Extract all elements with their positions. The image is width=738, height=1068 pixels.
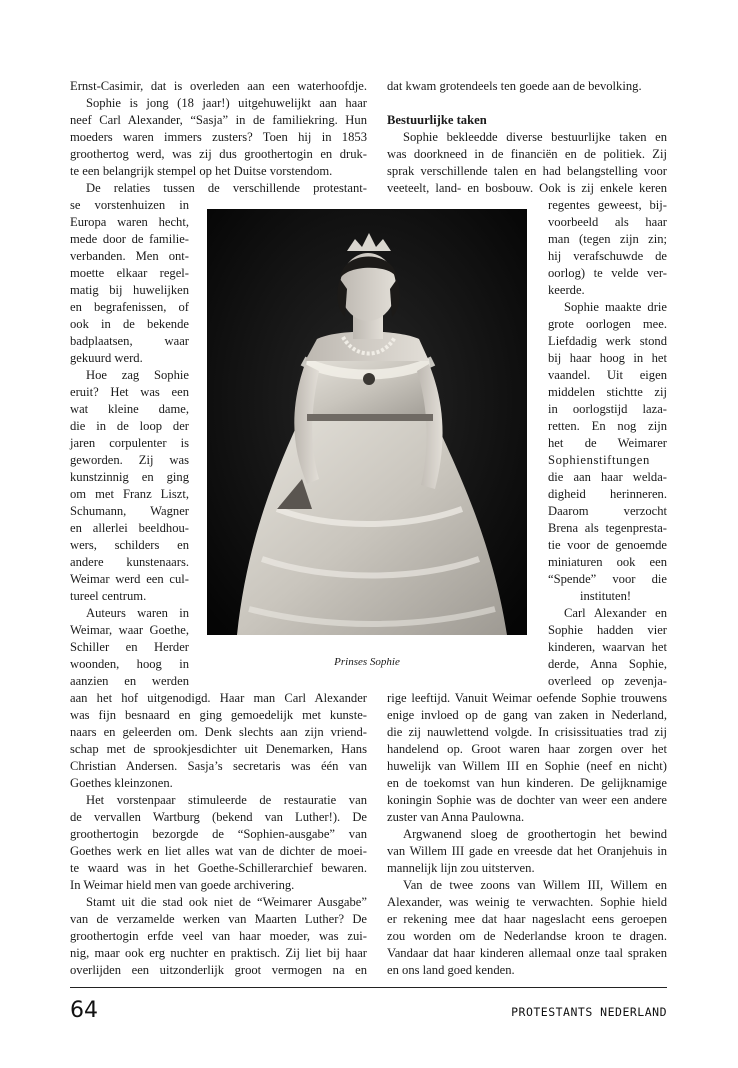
right-line-8: hij verafschuwde de [548,249,667,263]
right-line-19: het de Weimarer [548,436,667,450]
right-line-13: Liefdadig werk stond [548,334,667,348]
right-line-31: kinderen, waarvan het [548,640,667,654]
left-line-47: In Weimar hield men van goede archivering. [70,878,295,892]
left-line-45: Goethes werk en liet alles wat van de dichter de moei- [70,844,367,858]
left-line-31: Auteurs waren in [86,606,189,620]
right-line-17: in oorlogstijd laza- [548,402,667,416]
right-line-37: handelend op. Groot waren haar zorgen over het [387,742,667,756]
right-line-20: Sophienstiftungen [548,453,650,467]
left-line-3: moeders waren immers zusters? Toen hij in 1853 [70,130,367,144]
left-line-29: Weimar werd een cul- [70,572,189,586]
right-line-42: Argwanend sloeg de groothertogin het bewind [403,827,667,841]
right-line-24: Brena als tegenpresta- [548,521,667,535]
left-line-10: verbanden. Men ont- [70,249,189,263]
left-line-42: Het vorstenpaar stimuleerde de restauratie van [86,793,367,807]
left-line-16: gekuurd werd. [70,351,143,365]
right-line-34: rige leeftijd. Vanuit Weimar oefende Sophie trouwens [387,691,667,705]
right-line-50: en ons land goed kenden. [387,963,515,977]
left-line-18: eruit? Het was een [70,385,189,399]
right-line-43: van Willem III gade en vreesde dat het Oranjehuis in [387,844,667,858]
right-line-21: die aan haar welda- [548,470,667,484]
left-line-11: moette elkaar regel- [70,266,189,280]
right-line-3: sprak verschillende talen en had belangstelling voor [387,164,667,178]
left-line-39: schap met de sprookjesdichter uit Denemarken, Hans [70,742,367,756]
left-line-7: se vorstenhuizen in [70,198,189,212]
right-line-12: grote oorlogen mee. [548,317,667,331]
left-line-35: aanzien en werden [70,674,189,688]
left-line-37: was fijn besnaard en ging gemoedelijk met kunste- [70,708,367,722]
right-line-5: regentes geweest, bij- [548,198,667,212]
left-line-30: tureel centrum. [70,589,147,603]
right-line-10: keerde. [548,283,585,297]
right-line-26: miniaturen ook een [548,555,667,569]
left-line-9: mede door de familie- [70,232,189,246]
left-line-28: andere kunstenaars. [70,555,189,569]
left-line-5: te een belangrijk stempel op het Duitse vorstendom. [70,164,333,178]
right-line-27: “Spende” voor die [548,572,667,586]
right-line-0: dat kwam grotendeels ten goede aan de bevolking. [387,79,642,93]
left-line-46: te waard was in het Goethe-Schillerarchief bewaren. [70,861,367,875]
left-line-48: Stamt uit die stad ook niet de “Weimarer Ausgabe” [86,895,367,909]
left-line-1: Sophie is jong (18 jaar!) uitgehuwelijkt aan haar [86,96,367,110]
left-line-24: om met Franz Liszt, [70,487,189,501]
left-line-52: overlijden een uitzonderlijk groot vermogen na en [70,963,367,977]
right-line-7: man (tegen zijn zin; [548,232,667,246]
right-line-49: Vandaar dat haar kinderen allemaal onze taal spraken [387,946,667,960]
left-line-12: matig bij huwelijken [70,283,189,297]
footer-rule [70,987,667,988]
right-line-35: enige invloed op de gang van zaken in Nederland, [387,708,667,722]
right-line-4: veeteelt, land- en bosbouw. Ook is zij enkele keren [387,181,667,195]
right-line-40: koningin Sophie was de dochter van weer een andere [387,793,667,807]
left-line-32: Weimar, waar Goethe, [70,623,189,637]
figure-caption: Prinses Sophie [334,656,400,668]
right-line-6: voorbeeld als haar [548,215,667,229]
left-line-14: ook in de bekende [70,317,189,331]
left-line-34: woonden, hoog in [70,657,189,671]
right-line-14: bij haar hoog in het [548,351,667,365]
left-line-20: die in de loop der [70,419,189,433]
left-line-22: geworden. Zij was [70,453,189,467]
left-line-15: badplaatsen, waar [70,334,189,348]
right-line-32: derde, Anna Sophie, [548,657,667,671]
left-line-49: van de verzamelde werken van Maarten Luther? De [70,912,367,926]
right-line-38: huwelijk van Willem III en Sophie (neef en nicht) [387,759,667,773]
left-line-40: Christian Andersen. Sasja’s secretaris was één van [70,759,367,773]
right-line-9: oorlog) te velde ver- [548,266,667,280]
right-line-39: en de toekomst van hun kinderen. De gelijknamige [387,776,667,790]
right-line-25: tie voor de genoemde [548,538,667,552]
left-line-50: groothertogin erfde veel van haar moeder, was zui- [70,929,367,943]
right-line-36: die zij nauwlettend volgde. In crisissituaties trad zij [387,725,667,739]
left-line-27: wers, schilders en [70,538,189,552]
right-line-47: er rekening mee dat haar nageslacht eens geroepen [387,912,667,926]
right-line-16: middelen stichtte zij [548,385,667,399]
right-line-45: Van de twee zoons van Willem III, Willem en [403,878,667,892]
left-line-6: De relaties tussen de verschillende protestant- [86,181,367,195]
right-line-41: zuster van Anna Paulowna. [387,810,525,824]
left-line-23: kunstzinnig en ging [70,470,189,484]
left-line-25: Schumann, Wagner [70,504,189,518]
left-line-41: Goethes kleinzonen. [70,776,173,790]
left-line-13: en begrafenissen, of [70,300,189,314]
left-line-51: nig, maar ook erg nuchter en praktisch. Zij liet bij haar [70,946,367,960]
left-line-43: de vervallen Wartburg (bekend van Luther!). De [70,810,367,824]
running-footer-title: PROTESTANTS NEDERLAND [511,1005,667,1019]
left-line-17: Hoe zag Sophie [86,368,189,382]
right-line-1: Sophie bekleedde diverse bestuurlijke taken en [403,130,667,144]
right-line-48: zou worden om de Nederlandse kroon te dragen. [387,929,667,943]
right-line-22: digheid herinneren. [548,487,667,501]
left-line-33: Schiller en Herder [70,640,189,654]
left-line-8: Europa waren hecht, [70,215,189,229]
right-line-18: retten. En nog zijn [548,419,667,433]
right-line-29: Carl Alexander en [564,606,667,620]
right-line-30: Sophie hadden vier [548,623,667,637]
left-line-19: wat kleine dame, [70,402,189,416]
left-line-4: groothertog werd, was zij dus groothertogin en druk- [70,147,367,161]
right-line-23: Daarom verzocht [548,504,667,518]
left-line-0: Ernst-Casimir, dat is overleden aan een waterhoofdje. [70,79,367,93]
right-line-44: mannelijk lijn zou uitsterven. [387,861,535,875]
page-number: 64 [70,998,98,1023]
left-line-26: en allerlei beeldhou- [70,521,189,535]
portrait-photo [207,209,527,635]
right-line-11: Sophie maakte drie [564,300,667,314]
right-line-46: Alexander, was weinig te verwachten. Sophie hield [387,895,667,909]
portrait-icon [207,209,527,635]
right-line-15: vaandel. Uit eigen [548,368,667,382]
right-line-33: overleed op zevenja- [548,674,667,688]
right-line-28: instituten! [580,589,632,603]
left-line-21: jaren corpulenter is [70,436,189,450]
right-line-2: was doorkneed in de financiën en de politiek. Zij [387,147,667,161]
section-heading: Bestuurlijke taken [387,113,487,127]
left-line-2: neef Carl Alexander, “Sasja” in de familiekring. Hun [70,113,367,127]
left-line-44: groothertogin bezorgde de “Sophien-ausgabe” van [70,827,367,841]
left-line-36: aan het hof uitgenodigd. Haar man Carl Alexander [70,691,367,705]
left-line-38: naars en geleerden om. Denk slechts aan zijn vriend- [70,725,367,739]
